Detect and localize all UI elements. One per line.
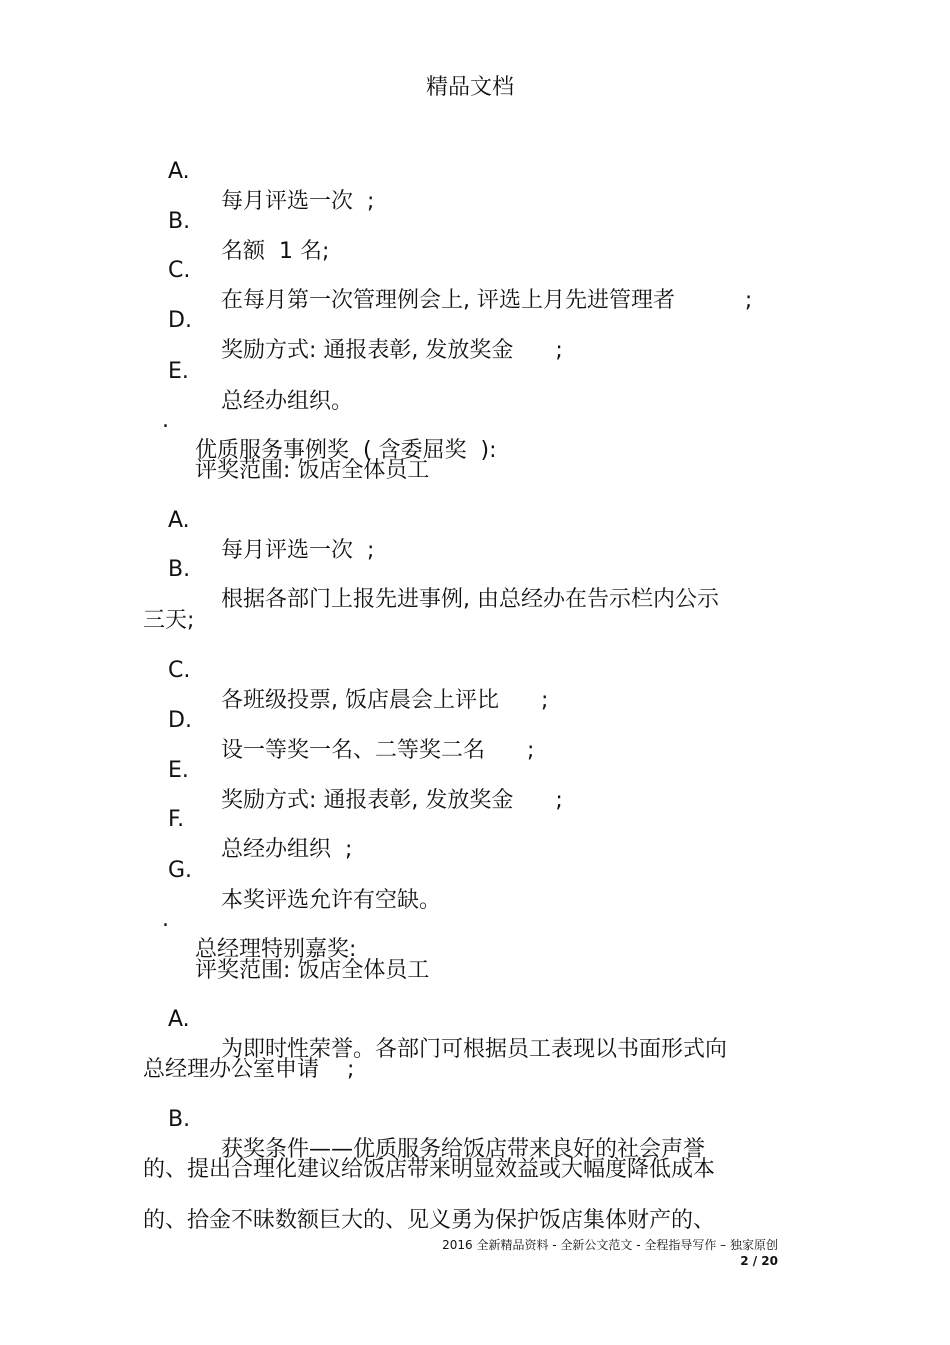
item-text: 奖励方式: 通报表彰, 发放奖金 ; xyxy=(221,788,563,813)
section-marker: . xyxy=(162,907,169,932)
item-text: 每月评选一次 ; xyxy=(221,538,375,563)
scope-text: 评奖范围: 饭店全体员工 xyxy=(195,458,430,483)
item-marker: B. xyxy=(168,209,191,234)
page-number: 2 / 20 xyxy=(740,1254,778,1268)
item-text: 各班级投票, 饭店晨会上评比 ; xyxy=(221,688,549,713)
continuation-text: 三天; xyxy=(143,608,195,633)
item-text: 为即时性荣誉。各部门可根据员工表现以书面形式向 xyxy=(221,1037,728,1062)
item-text: 总经办组织 ; xyxy=(221,837,353,862)
continuation-text: 的、提出合理化建议给饭店带来明显效益或大幅度降低成本 xyxy=(143,1157,716,1182)
item-text: 获奖条件——优质服务给饭店带来良好的社会声誉 xyxy=(221,1137,706,1162)
item-marker: D. xyxy=(168,308,192,333)
item-marker: G. xyxy=(168,858,193,883)
scope-text: 评奖范围: 饭店全体员工 xyxy=(195,958,430,983)
page-header: 精品文档 xyxy=(425,75,514,100)
item-text: 名额 1 名; xyxy=(221,239,330,264)
item-text: 奖励方式: 通报表彰, 发放奖金 ; xyxy=(221,338,563,363)
footer-text: 2016 全新精品资料 - 全新公文范文 - 全程指导写作 – 独家原创 xyxy=(442,1238,778,1252)
section-title: 优质服务事例奖 ( 含委屈奖 ): xyxy=(195,438,497,463)
item-text: 根据各部门上报先进事例, 由总经办在告示栏内公示 xyxy=(221,587,719,612)
item-marker: A. xyxy=(168,159,190,184)
section-title: 总经理特别嘉奖: xyxy=(195,937,357,962)
item-text: 在每月第一次管理例会上, 评选上月先进管理者 ; xyxy=(221,288,753,313)
item-marker: A. xyxy=(168,508,190,533)
item-marker: C. xyxy=(168,258,191,283)
item-marker: F. xyxy=(168,807,185,832)
item-marker: D. xyxy=(168,708,192,733)
continuation-text: 的、拾金不昧数额巨大的、见义勇为保护饭店集体财产的、 xyxy=(143,1208,716,1233)
item-text: 总经办组织。 xyxy=(221,389,354,414)
item-text: 每月评选一次 ; xyxy=(221,189,375,214)
item-text: 本奖评选允许有空缺。 xyxy=(221,888,442,913)
item-marker: B. xyxy=(168,1107,191,1132)
item-marker: C. xyxy=(168,658,191,683)
item-marker: A. xyxy=(168,1007,190,1032)
continuation-text: 总经理办公室申请 ; xyxy=(143,1057,355,1082)
item-text: 设一等奖一名、二等奖二名 ; xyxy=(221,738,535,763)
section-marker: . xyxy=(162,408,169,433)
item-marker: E. xyxy=(168,359,189,384)
item-marker: E. xyxy=(168,758,189,783)
item-marker: B. xyxy=(168,557,191,582)
